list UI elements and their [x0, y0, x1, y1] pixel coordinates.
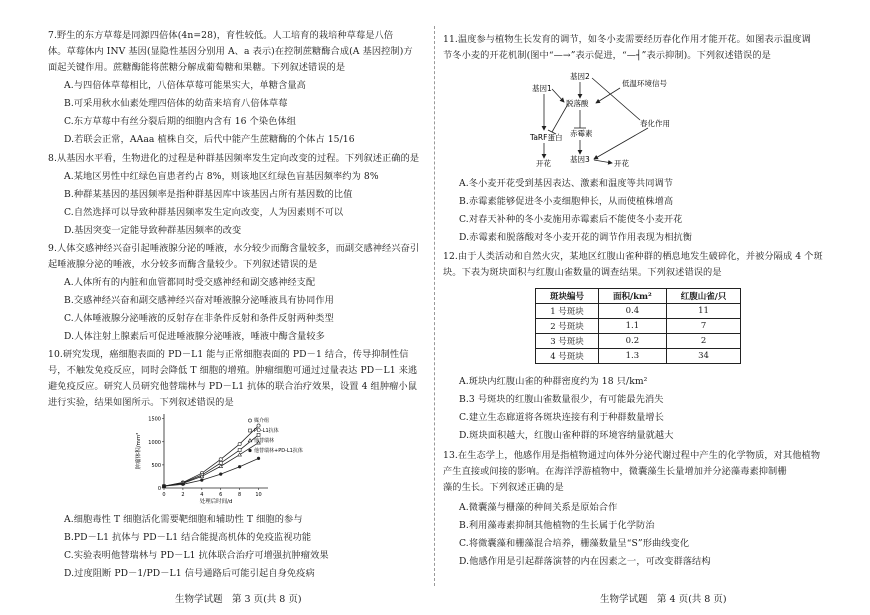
legend-marker: [248, 449, 251, 452]
q8-option-b: B.种群某基因的基因频率是指种群基因库中该基因占所有基因数的比值: [64, 189, 353, 200]
q7-option-d: D.若联会正常，AAaa 植株自交，后代中能产生蔗糖酶的个体占 15/16: [64, 134, 355, 145]
data-point: [181, 483, 184, 486]
table-cell: 0.2: [599, 334, 667, 349]
legend-label: 他替瑞林+PD-L1抗体: [254, 448, 303, 454]
q7-option-b: B.可采用秋水仙素处理四倍体的幼苗来培育八倍体草莓: [64, 98, 288, 109]
y-tick-label: 1000: [148, 439, 161, 446]
table-cell: 11: [666, 304, 741, 319]
data-point: [219, 473, 222, 476]
y-axis-label: 肿瘤体积/mm³: [136, 432, 142, 470]
table-row: [536, 349, 741, 364]
q10-option-a: A.细胞毒性 T 细胞活化需要靶细胞和辅助性 T 细胞的参与: [64, 514, 303, 525]
left-page-footer: 生物学试题 第 3 页(共 8 页): [175, 594, 302, 605]
data-point: [162, 485, 165, 488]
x-tick-label: 8: [238, 492, 242, 498]
node-ga: 赤霉素: [570, 129, 593, 138]
q9-option-c: C.人体唾液腺分泌唾液的反射存在非条件反射和条件反射两种类型: [64, 313, 334, 324]
data-point: [238, 453, 242, 456]
table-header-row: [536, 289, 741, 304]
table-header: 面积/km²: [599, 289, 667, 304]
table-cell: 2: [666, 334, 741, 349]
q11-option-a: A.冬小麦开花受到基因表达、激素和温度等共同调节: [459, 178, 674, 189]
table-cell: 7: [666, 319, 741, 334]
q11-option-b: B.赤霉素能够促进冬小麦细胞伸长，从而使植株增高: [459, 196, 674, 207]
data-point: [219, 458, 222, 461]
table-row: [536, 334, 741, 349]
q12-option-c: C.建立生态廊道将各斑块连接有利于种群数量增长: [459, 412, 664, 423]
x-tick-label: 2: [181, 492, 185, 498]
q9-stem-2: 起唾液腺分泌的唾液，水分较多而酶含量较少。下列叙述错误的是: [48, 259, 318, 270]
y-tick-label: 0: [157, 486, 161, 492]
node-flower2: 开花: [614, 159, 629, 168]
x-tick-label: 6: [219, 492, 223, 498]
x-tick-label: 0: [162, 492, 166, 498]
q7-stem-2: 体。草莓体内 INV 基因(显隐性基因分别用 A、a 表示)在控制蔗糖酶合成(A 基因控制)方: [48, 46, 413, 57]
legend-marker: [248, 419, 251, 422]
q11-option-c: C.对春天补种的冬小麦施用赤霉素后不能使冬小麦开花: [459, 214, 683, 225]
y-tick-label: 500: [151, 462, 161, 469]
q13-option-d: D.他感作用是引起群落演替的内在因素之一，可改变群落结构: [459, 556, 711, 567]
data-point: [257, 424, 260, 427]
q7-stem-1: 7.野生的东方草莓是同源四倍体(4n=28)，育性较低。人工培育的栽培种草莓是八倍: [48, 30, 394, 41]
q12-stem-1: 12.由于人类活动和自然火灾，某地区红腹山雀种群的栖息地发生破碎化，并被分隔成 4 个斑: [443, 251, 823, 262]
q12-option-d: D.斑块面积越大，红腹山雀种群的环境容纳量就越大: [459, 430, 674, 441]
table-cell: 1 号斑块: [536, 304, 599, 319]
q7-stem-3: 面起关键作用。蔗糖酶能将蔗糖分解成葡萄糖和果糖。下列叙述错误的是: [48, 62, 346, 73]
diagram-svg: [530, 70, 730, 170]
legend-label: PD-L1抗体: [254, 428, 279, 434]
node-spring: 春化作用: [640, 119, 670, 128]
q10-stem-3: 避免疫反应。研究人员研究他替瑞林与 PD－L1 抗体的联合治疗效果，设置 4 组肿瘤小鼠: [48, 381, 417, 392]
q13-stem-3: 藻的生长。下列叙述正确的是: [443, 482, 564, 493]
diagram-arrows: [544, 78, 648, 163]
q13-stem-1: 13.在生态学上，他感作用是指植物通过向体外分泌代谢过程中产生的化学物质，对其他植物: [443, 450, 821, 461]
q13-option-b: B.利用藻毒素抑制其他植物的生长属于化学防治: [459, 520, 655, 531]
q13-stem-2: 产生直接或间接的影响。在海洋浮游植物中，微囊藻生长量增加并分泌藻毒素抑制栅: [443, 466, 787, 477]
q9-option-a: A.人体所有的内脏和血管都同时受交感神经和副交感神经支配: [64, 277, 316, 288]
q10-option-b: B.PD－L1 抗体与 PD－L1 结合能提高机体的免疫监视功能: [64, 532, 312, 543]
table-row: [536, 319, 741, 334]
q8-option-a: A.某地区男性中红绿色盲患者约占 8%，则该地区红绿色盲基因频率约为 8%: [64, 171, 379, 182]
q12-option-a: A.斑块内红腹山雀的种群密度约为 18 只/km²: [459, 376, 648, 387]
node-gene3: 基因3: [570, 155, 590, 164]
q11-stem-2: 节冬小麦的开花机制(图中“—→”表示促进，“—┤”表示抑制)。下列叙述错误的是: [443, 50, 771, 61]
q12-stem-2: 块。下表为斑块面积与红腹山雀数量的调查结果。下列叙述错误的是: [443, 267, 722, 278]
node-aba: 脱落酸: [566, 99, 589, 108]
wheat-flowering-diagram: [530, 70, 710, 170]
data-point: [238, 449, 241, 452]
table-header: 红腹山雀/只: [666, 289, 741, 304]
table-cell: 34: [666, 349, 741, 364]
chart-legend: [248, 417, 303, 454]
q11-stem-1: 11.温度参与植物生长发育的调节，如冬小麦需要经历春化作用才能开花。如图表示温度调: [443, 34, 811, 45]
series-line: [164, 435, 259, 486]
node-low-temp: 低温环境信号: [622, 79, 667, 88]
table-cell: 3 号斑块: [536, 334, 599, 349]
data-point: [219, 464, 223, 467]
q8-stem: 8.从基因水平看，生物进化的过程是种群基因频率发生定向改变的过程。下列叙述正确的是: [48, 153, 420, 164]
x-tick-label: 10: [255, 492, 262, 498]
q13-option-c: C.将微囊藻和栅藻混合培养，栅藻数量呈“S”形曲线变化: [459, 538, 690, 549]
q9-option-d: D.人体注射上腺素后可促进唾液腺分泌唾液，唾液中酶含量较多: [64, 331, 325, 342]
q13-option-a: A.微囊藻与栅藻的种间关系是原始合作: [459, 502, 618, 513]
q11-option-d: D.赤霉素和脱落酸对冬小麦开花的调节作用表现为相抗衡: [459, 232, 693, 243]
x-tick-label: 4: [200, 492, 204, 498]
q10-stem-4: 进行实验，结果如图所示。下列叙述错误的是: [48, 397, 234, 408]
q10-stem-2: 号，不触发免疫反应，同时会降低 T 细胞的增殖。肿瘤细胞可通过过量表达 PD－L1 来逃: [48, 365, 418, 376]
legend-label: 媒介组: [254, 418, 270, 424]
table-cell: 4 号斑块: [536, 349, 599, 364]
legend-marker: [249, 429, 252, 432]
table-cell: 1.1: [599, 319, 667, 334]
q9-option-b: B.交感神经兴奋和副交感神经兴奋对唾液腺分泌唾液具有协同作用: [64, 295, 334, 306]
right-page-footer: 生物学试题 第 4 页(共 8 页): [600, 594, 727, 605]
table-cell: 1.3: [599, 349, 667, 364]
node-gene1: 基因1: [532, 84, 552, 93]
q7-option-c: C.东方草莓中有丝分裂后期的细胞内含有 16 个染色体组: [64, 116, 297, 127]
node-tarf: TaRF蛋白: [530, 133, 563, 142]
data-point: [257, 457, 260, 460]
q12-option-b: B.3 号斑块的红腹山雀数量很少，有可能最先消失: [459, 394, 664, 405]
table-header: 斑块编号: [536, 289, 599, 304]
q8-option-c: C.自然选择可以导致种群基因频率发生定向改变，人为因素则不可以: [64, 207, 344, 218]
data-point: [238, 465, 241, 468]
q9-stem-1: 9.人体交感神经兴奋引起唾液腺分泌的唾液，水分较少而酶含量较多，而副交感神经兴奋引: [48, 243, 420, 254]
q8-option-d: D.基因突变一定能导致种群基因频率的改变: [64, 225, 242, 236]
q10-option-d: D.过度阻断 PD－1/PD－L1 信号通路后可能引起自身免疫病: [64, 568, 315, 579]
data-point: [200, 479, 203, 482]
node-flower1: 开花: [536, 159, 551, 168]
table-row: [536, 304, 741, 319]
legend-label: 他替瑞林: [254, 438, 275, 444]
y-tick-label: 1500: [148, 416, 161, 423]
tumor-volume-chart: [130, 408, 303, 505]
q10-option-c: C.实验表明他替瑞林与 PD－L1 抗体联合治疗可增强抗肿瘤效果: [64, 550, 329, 561]
table-cell: 0.4: [599, 304, 667, 319]
node-gene2: 基因2: [570, 72, 590, 81]
q7-option-a: A.与四倍体草莓相比，八倍体草莓可能果实大，单糖含量高: [64, 80, 306, 91]
q10-stem-1: 10.研究发现，癌细胞表面的 PD－L1 能与正常细胞表面的 PD－1 结合，传导抑制性信: [48, 349, 409, 360]
data-point: [238, 442, 241, 445]
chart-svg: [130, 408, 303, 505]
chart-lines: [162, 424, 260, 488]
patch-survey-table: [535, 288, 741, 364]
series-line: [164, 458, 259, 486]
chart-axes: [134, 414, 268, 505]
x-axis-label: 处理后时间/d: [199, 499, 233, 505]
table-cell: 2 号斑块: [536, 319, 599, 334]
